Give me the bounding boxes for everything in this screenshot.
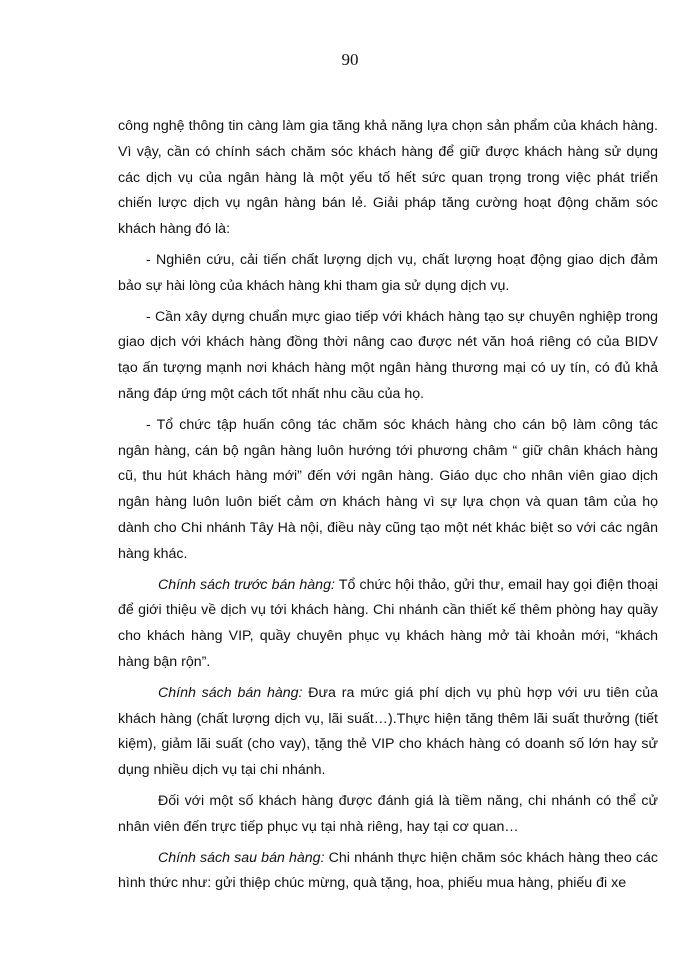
after-sales-policy-heading: Chính sách sau bán hàng: — [158, 849, 325, 866]
paragraph-potential-customers: Đối với một số khách hàng được đánh giá là tiềm năng, chi nhánh có thể cử nhân viên đến trực tiếp phục vụ tại nhà riêng, hay tại cơ quan… — [118, 792, 658, 835]
paragraph-pre-sales-policy — [118, 573, 658, 676]
paragraph-bullet-communication-standards: - Cần xây dựng chuẩn mực giao tiếp với khách hàng tạo sự chuyên nghiệp trong giao dịch với khách hàng đồng thời nâng cao được nét văn hoá riêng có của BIDV tạo ấn tượng mạnh nơi khách hàng một ngân hàng thương mại có uy tín, có đủ khả năng đáp ứng một cách tốt nhất nhu cầu của họ. — [118, 308, 658, 402]
paragraph-bullet-staff-training: - Tổ chức tập huấn công tác chăm sóc khách hàng cho cán bộ làm công tác ngân hàng, cán bộ ngân hàng luôn hướng tới phương châm “ giữ chân khách hàng cũ, thu hút khách hàng mới” đến với ngân hàng. Giáo dục cho nhân viên giao dịch ngân hàng luôn luôn biết cảm ơn khách hàng vì sự lựa chọn và quan tâm của họ dành cho Chi nhánh Tây Hà nội, điều này cũng tạo một nét khác biệt so với các ngân hàng khác. — [118, 416, 658, 562]
sales-policy-text: Đưa ra mức giá phí dịch vụ phù hợp với ưu tiên của khách hàng (chất lượng dịch vụ, lãi suất…).Thực hiện tăng thêm lãi suất thưởng (tiết kiệm), giảm lãi suất (cho vay), tặng thẻ VIP cho khách hàng có doanh số lớn hay sử dụng nhiều dịch vụ tại chi nhánh. — [118, 684, 658, 779]
after-sales-policy-text: Chi nhánh thực hiện chăm sóc khách hàng theo các hình thức như: gửi thiệp chúc mừng, quà tặng, hoa, phiếu mua hàng, phiếu đi xe — [118, 849, 658, 892]
pre-sales-policy-heading: Chính sách trước bán hàng: — [158, 576, 335, 593]
paragraph-intro: công nghệ thông tin càng làm gia tăng khả năng lựa chọn sản phẩm của khách hàng. Vì vậy, cần có chính sách chăm sóc khách hàng để giữ được khách hàng sử dụng các dịch vụ của ngân hàng là một yếu tố hết sức quan trọng trong việc phát triển chiến lược dịch vụ ngân hàng bán lẻ. Giải pháp tăng cường hoạt động chăm sóc khách hàng đó là: — [118, 118, 658, 238]
paragraph-sales-policy — [118, 681, 658, 784]
paragraph-after-sales-policy — [118, 846, 658, 898]
page-number: 90 — [341, 50, 359, 69]
body-text — [118, 114, 658, 900]
sales-policy-heading: Chính sách bán hàng: — [158, 684, 303, 701]
pre-sales-policy-text: Tổ chức hội thảo, gửi thư, email hay gọi điện thoại để giới thiệu về dịch vụ tới khách hàng. Chi nhánh cần thiết kế thêm phòng hay quầy cho khách hàng VIP, quầy chuyên phục vụ khách hàng mở tài khoản mới, “khách hàng bận rộn”. — [118, 576, 658, 670]
paragraph-bullet-service-quality: - Nghiên cứu, cải tiến chất lượng dịch vụ, chất lượng hoạt động giao dịch đảm bảo sự hài lòng của khách hàng khi tham gia sử dụng dịch vụ. — [118, 251, 658, 294]
